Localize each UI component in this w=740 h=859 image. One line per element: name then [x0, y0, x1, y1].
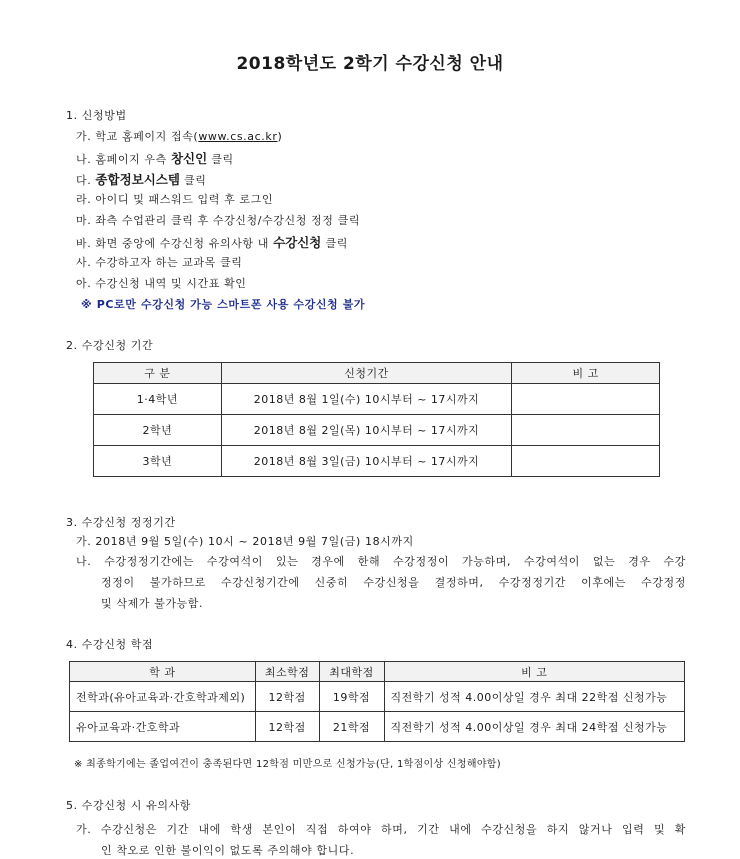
max-credit-cell: 19학점: [319, 682, 384, 712]
page-title: 2018학년도 2학기 수강신청 안내: [236, 54, 504, 74]
section-1-heading: 1. 신청방법: [66, 109, 127, 122]
step-ga-close: ): [277, 130, 283, 143]
step-ga: [76, 128, 282, 144]
column-header: 최대학점: [319, 662, 384, 682]
table-row: [94, 415, 660, 446]
step-da: [76, 170, 207, 188]
min-credit-cell: 12학점: [255, 712, 319, 742]
final-semester-note: ※ 최종학기에는 졸업여건이 충족된다면 12학점 미만으로 신청가능(단, 1학점이상 신청해야함): [74, 759, 501, 770]
table-row: [94, 384, 660, 415]
column-header: 학 과: [70, 662, 256, 682]
step-na: [76, 149, 234, 167]
table-header-row: [70, 662, 685, 682]
remark-cell: [512, 415, 660, 446]
step-ba-keyword: 수강신청: [273, 235, 322, 250]
step-na-suffix: 클릭: [207, 153, 234, 166]
credits-table: [69, 661, 685, 742]
table-row: [70, 712, 685, 742]
column-header: 신청기간: [221, 363, 511, 384]
pc-only-notice: ※ PC로만 수강신청 가능 스마트폰 사용 수강신청 불가: [81, 298, 366, 311]
period-cell: 2018년 8월 1일(수) 10시부터 ~ 17시까지: [221, 384, 511, 415]
table-row: [94, 446, 660, 477]
grade-cell: 1·4학년: [94, 384, 222, 415]
step-ma: 마. 좌측 수업관리 클릭 후 수강신청/수강신청 정정 클릭: [76, 214, 361, 227]
section-4-heading: 4. 수강신청 학점: [66, 638, 154, 651]
section-5-heading: 5. 수강신청 시 유의사항: [66, 799, 192, 812]
column-header: 최소학점: [255, 662, 319, 682]
grade-cell: 3학년: [94, 446, 222, 477]
column-header: 구 분: [94, 363, 222, 384]
section-3-heading: 3. 수강신청 정정기간: [66, 516, 176, 529]
correction-note-line-1: 나. 수강정정기간에는 수강여석이 있는 경우에 한해 수강정정이 가능하며, 수강여석이 없는 경우 수강: [76, 555, 686, 568]
homepage-link[interactable]: www.cs.ac.kr: [198, 130, 278, 143]
column-header: 비 고: [512, 363, 660, 384]
step-ga-text: 가. 학교 홈페이지 접속(: [76, 130, 199, 143]
min-credit-cell: 12학점: [255, 682, 319, 712]
correction-note-line-3: 및 삭제가 불가능함.: [101, 597, 204, 610]
step-da-suffix: 클릭: [179, 174, 207, 187]
table-row: [70, 682, 685, 712]
step-da-text: 다.: [76, 174, 96, 187]
step-na-keyword: 창신인: [170, 151, 208, 166]
caution-line-1: 가. 수강신청은 기간 내에 학생 본인이 직접 하여야 하며, 기간 내에 수강신청을 하지 않거나 입력 및 확: [76, 823, 686, 836]
max-credit-cell: 21학점: [319, 712, 384, 742]
period-table: [93, 362, 660, 477]
step-sa: 사. 수강하고자 하는 교과목 클릭: [76, 256, 243, 269]
step-ba: [76, 233, 348, 251]
period-cell: 2018년 8월 2일(목) 10시부터 ~ 17시까지: [221, 415, 511, 446]
correction-note-line-2: 정정이 불가하므로 수강신청기간에 신중히 수강신청을 결정하며, 수강정정기간 이후에는 수강정정: [101, 576, 686, 589]
department-cell: 유아교육과·간호학과: [70, 712, 256, 742]
remark-cell: [512, 446, 660, 477]
step-ba-text: 바. 화면 중앙에 수강신청 유의사항 내: [76, 237, 274, 250]
grade-cell: 2학년: [94, 415, 222, 446]
remark-cell: 직전학기 성적 4.00이상일 경우 최대 22학점 신청가능: [384, 682, 685, 712]
step-da-keyword: 종합정보시스템: [95, 172, 180, 187]
period-cell: 2018년 8월 3일(금) 10시부터 ~ 17시까지: [221, 446, 511, 477]
section-2-heading: 2. 수강신청 기간: [66, 339, 154, 352]
remark-cell: 직전학기 성적 4.00이상일 경우 최대 24학점 신청가능: [384, 712, 685, 742]
step-ba-suffix: 클릭: [321, 237, 348, 250]
caution-line-2: 인 착오로 인한 불이익이 없도록 주의해야 합니다.: [101, 844, 355, 857]
remark-cell: [512, 384, 660, 415]
step-a: 아. 수강신청 내역 및 시간표 확인: [76, 277, 247, 290]
step-na-text: 나. 홈페이지 우측: [76, 153, 171, 166]
table-header-row: [94, 363, 660, 384]
department-cell: 전학과(유아교육과·간호학과제외): [70, 682, 256, 712]
correction-period: 가. 2018년 9월 5일(수) 10시 ~ 2018년 9월 7일(금) 18시까지: [76, 535, 414, 548]
step-ra: 라. 아이디 및 패스워드 입력 후 로그인: [76, 193, 274, 206]
column-header: 비 고: [384, 662, 685, 682]
